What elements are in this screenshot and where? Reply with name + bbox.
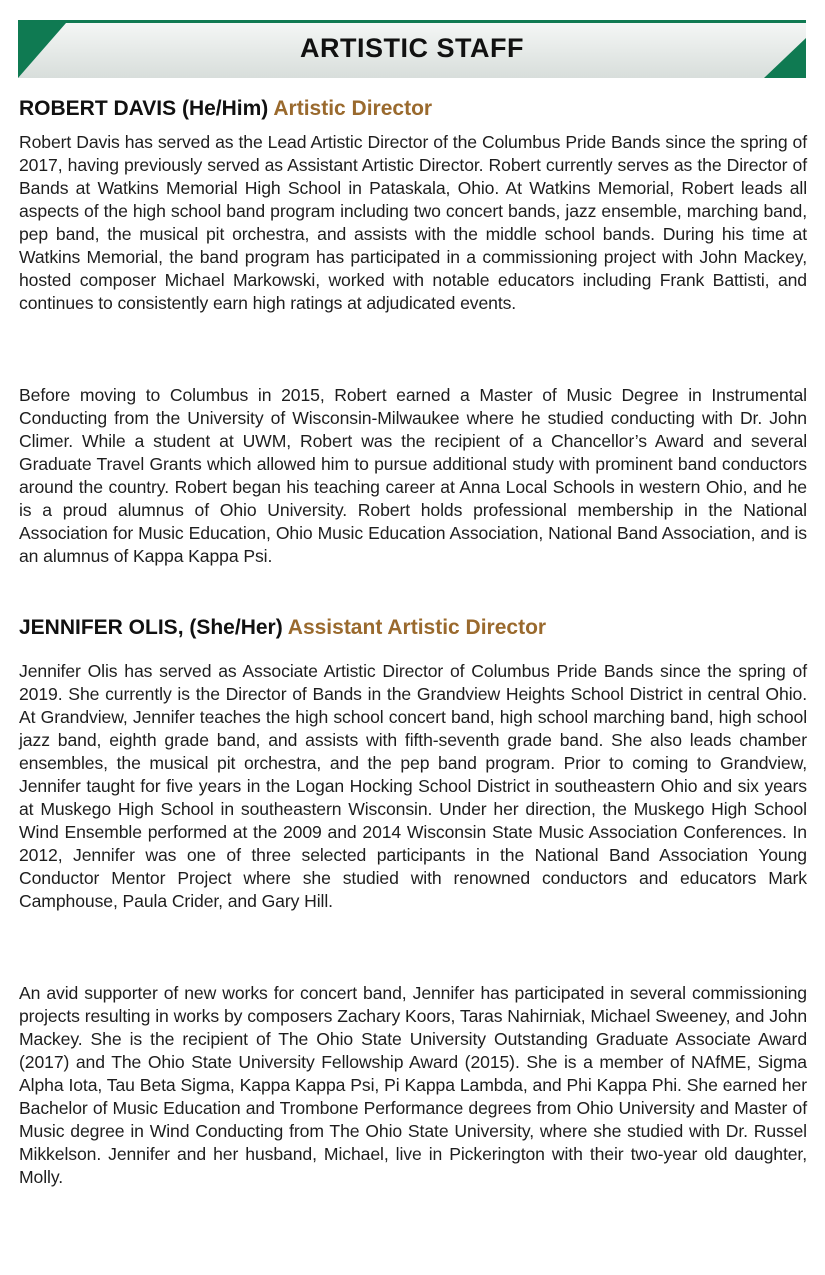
page-title: ARTISTIC STAFF [300,33,524,63]
staff-name: ROBERT DAVIS (He/Him) [19,97,269,120]
staff-role: Assistant Artistic Director [287,616,547,639]
bio-text: Before moving to Columbus in 2015, Robert earned a Master of Music Degree in Instrumental Conducting from the University of Wisconsin-Milwaukee where he studied conducting with Dr. John Climer. While a student at UWM, Robert was the recipient of a Chancellor’s Award and several Graduate Travel Grants which allowed him to pursue additional study with prominent band conductors around the country. Robert began his teaching career at Anna Local Schools in western Ohio, and he is a proud alumnus of Ohio University. Robert holds professional membership in the National Association for Music Education, Ohio Music Education Association, National Band Association, and is an alumnus of Kappa Kappa Psi. [19,385,807,566]
bio-paragraph [19,384,807,568]
staff-heading-robert-davis [19,96,807,122]
staff-heading [19,615,807,641]
bio-text: An avid supporter of new works for concert band, Jennifer has participated in several commissioning projects resulting in works by composers Zachary Koors, Taras Nahirniak, Michael Sweeney, and John Mackey. She is the recipient of The Ohio State University Outstanding Graduate Associate Award (2017) and The Ohio State University Fellowship Award (2015). She is a member of NAfME, Sigma Alpha Iota, Tau Beta Sigma, Kappa Kappa Psi, Pi Kappa Lambda, and Phi Kappa Phi. She earned her Bachelor of Music Education and Trombone Performance degrees from Ohio University and Master of Music degree in Wind Conducting from The Ohio State University, where she studied with Dr. Russel Mikkelson. Jennifer and her husband, Michael, live in Pickerington with their two-year old daughter, Molly. [19,983,807,1187]
staff-heading-jennifer-olis [19,615,807,641]
staff-name: JENNIFER OLIS, (She/Her) [19,616,283,639]
bio-paragraph [19,982,807,1189]
staff-heading [19,96,807,122]
staff-role: Artistic Director [273,97,433,120]
bio-text: Robert Davis has served as the Lead Artistic Director of the Columbus Pride Bands since the spring of 2017, having previously served as Assistant Artistic Director. Robert currently serves as the Director of Bands at Watkins Memorial High School in Pataskala, Ohio. At Watkins Memorial, Robert leads all aspects of the high school band program including two concert bands, jazz ensemble, marching band, pep band, the musical pit orchestra, and assists with the middle school bands. During his time at Watkins Memorial, the band program has participated in a commissioning project with John Mackey, hosted composer Michael Markowski, worked with notable educators including Frank Battisti, and continues to consistently earn high ratings at adjudicated events. [19,132,807,313]
bio-paragraph [19,660,807,913]
bio-text: Jennifer Olis has served as Associate Artistic Director of Columbus Pride Bands since the spring of 2019. She currently is the Director of Bands in the Grandview Heights School District in central Ohio. At Grandview, Jennifer teaches the high school concert band, high school marching band, high school jazz band, eighth grade band, and assists with fifth-seventh grade band. She also leads chamber ensembles, the musical pit orchestra, and the pep band program. Prior to coming to Grandview, Jennifer taught for five years in the Logan Hocking School District in southeastern Ohio and six years at Muskego High School in southeastern Wisconsin. Under her direction, the Muskego High School Wind Ensemble performed at the 2009 and 2014 Wisconsin State Music Association Conferences. In 2012, Jennifer was one of three selected participants in the National Band Association Young Conductor Mentor Project where she studied with renowned conductors and educators Mark Camphouse, Paula Crider, and Gary Hill. [19,661,807,911]
page-banner [18,20,806,78]
bio-paragraph [19,131,807,315]
